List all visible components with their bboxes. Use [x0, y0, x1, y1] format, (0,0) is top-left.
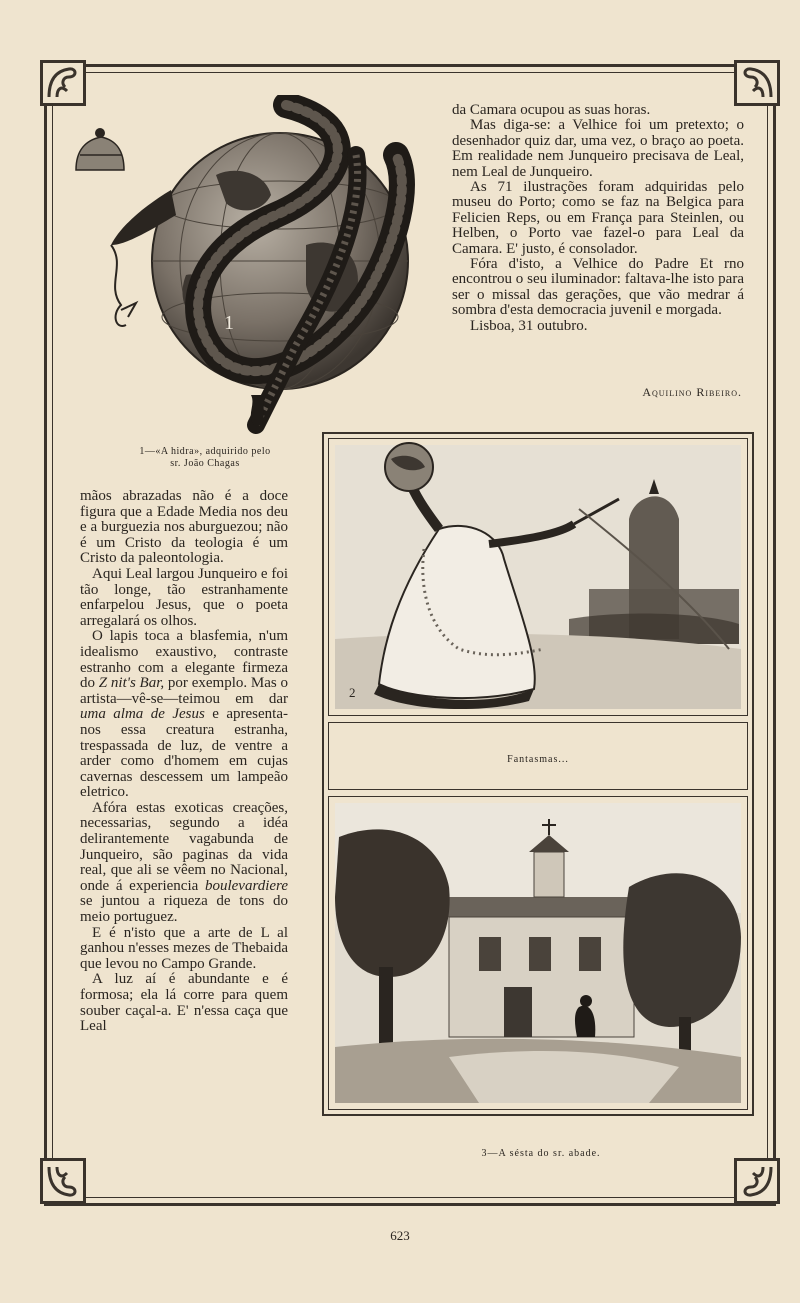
- figure-3-sesta-do-abade: [328, 796, 748, 1110]
- figure-3-caption: 3—A sésta do sr. abade.: [481, 1148, 601, 1159]
- italic-word: boulevardiere: [204, 877, 288, 894]
- article-text-left-column: [80, 489, 288, 1035]
- paragraph: As 71 ilustrações foram adquiridas pelo museu do Porto; como se faz na Belgica para Felicien Reps, ou em França para Steinlen, ou Helben, o Porto vae fazel-o para Leal da Camara. E' justo, é consolador.: [452, 179, 744, 257]
- figure-1-caption-line2: sr. João Chagas: [170, 458, 240, 469]
- paragraph: A luz aí é abundante e é formosa; ela lá corre para quem souber caçal-a. E' n'essa caça que Leal: [80, 971, 288, 1035]
- paragraph: Fóra d'isto, a Velhice do Padre Et rno encontrou o seu iluminador: faltava-lhe isto para ser o missal das gerações, que vão medrar á sombra d'esta democracia juvenil e morgada.: [452, 256, 744, 319]
- corner-ornament-bottom-left: [40, 1158, 86, 1204]
- corner-ornament-top-right: [734, 60, 780, 106]
- paragraph: da Camara ocupou as suas horas.: [452, 102, 651, 118]
- italic-phrase: uma alma de Jesus: [80, 706, 205, 723]
- paragraph: O lapis toca a blasfemia, n'um idealismo exaustivo, contraste estranho com a elegante firmeza do Z nit's Bar, por exemplo. Mas o artista—vê-se—teimou em dar uma alma de Jesus e apresenta-nos essa creatura estranha, trespassada de luz, de ventre a arder como d'homem em cujas cavernas descessem um lampeão eletrico.: [80, 628, 289, 801]
- italic-title: Z nit's Bar,: [98, 675, 165, 692]
- paragraph: E é n'isto que a arte de L al ganhou n'esses mezes de Thebaida que levou no Campo Grande.: [80, 924, 288, 972]
- figure-hydra-globe: [66, 95, 432, 435]
- figure-2-caption: Fantasmas...: [507, 754, 569, 765]
- figure-1-caption-line1: 1—«A hidra», adquirido pelo: [139, 446, 271, 457]
- article-text-top-right: [452, 103, 744, 334]
- corner-ornament-bottom-right: [734, 1158, 780, 1204]
- dateline: Lisboa, 31 outubro.: [470, 317, 588, 334]
- figure-1-number: 1: [224, 312, 234, 334]
- paragraph: Aqui Leal largou Junqueiro e foi tão longe, tão estranhamente enfarpelou Jesus, que o poeta arregalará os olhos.: [80, 565, 288, 629]
- svg-text:2: 2: [349, 685, 356, 700]
- paragraph: Mas diga-se: a Velhice foi um pretexto; o desenhador quiz dar, uma vez, o braço ao poeta. Em realidade nem Junqueiro precisava de Leal, nem Leal de Junqueiro.: [452, 117, 744, 180]
- figure-1-caption: [70, 446, 340, 470]
- paragraph: mãos abrazadas não é a doce figura que a Edade Media nos deu e a burguezia nos aburguezou; não é um Cristo da teologia é um Cristo da paleontologia.: [80, 488, 288, 567]
- page-number: 623: [390, 1228, 410, 1243]
- author-signature: Aquilino Ribeiro.: [642, 385, 742, 399]
- figure-2-fantasmas: [328, 438, 748, 716]
- paragraph: Afóra estas exoticas creações, necessarias, segundo a idéa delirantemente vagabunda de Junqueiro, são paginas da vida real, que ali se vêem no Nacional, onde á experiencia boulevardiere se juntou a riqueza de tons do meio portuguez.: [80, 799, 288, 926]
